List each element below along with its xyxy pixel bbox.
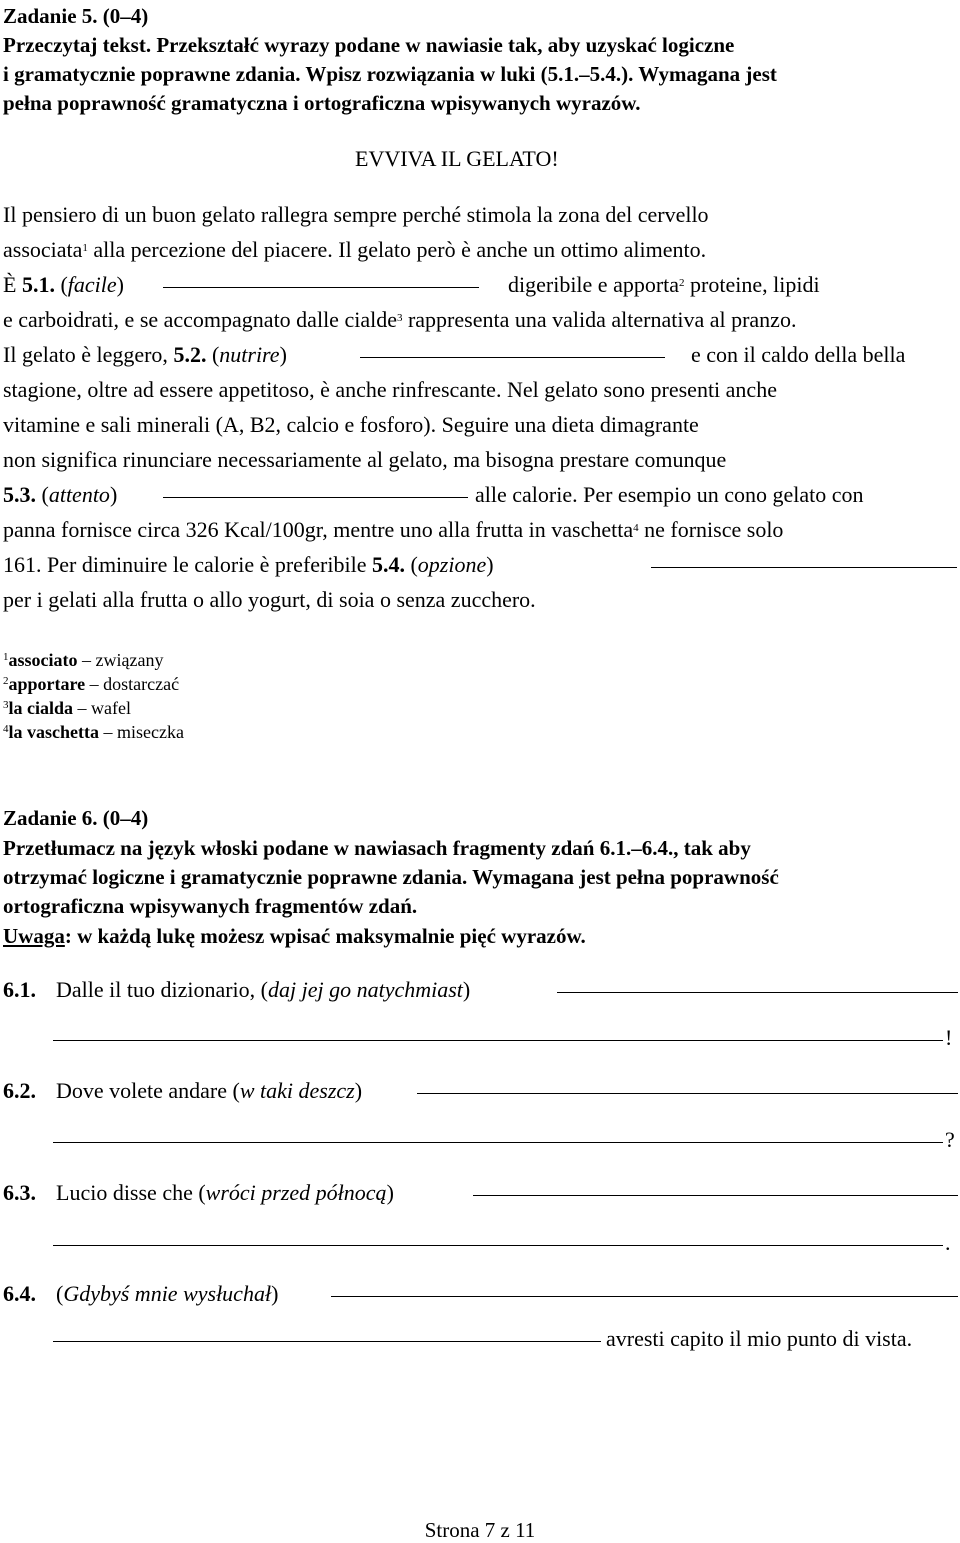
task6-instruction-line2: otrzymać logiczne i gramatycznie poprawne zdania. Wymagana jest pełna poprawność [3,865,779,889]
gap-5-2-blank[interactable] [360,339,665,358]
task6-heading: Zadanie 6. (0–4) [3,806,149,830]
task6-instruction-line3: ortograficzna wpisywanych fragmentów zdań. [3,894,418,918]
gap-5-1-blank[interactable] [163,269,479,288]
gap-hint-5-4: opzione [417,552,487,577]
item-6-3: 6.3. Lucio disse che (wróci przed północą) [3,1175,958,1210]
task5-heading: Zadanie 5. (0–4) [3,4,149,28]
footnote-mark-4: 4 [633,522,639,534]
item-6-2: 6.2. Dove volete andare (w taki deszcz) [3,1073,958,1108]
passage-line-11: 161. Per diminuire le calorie è preferibile 5.4. (opzione) [3,547,958,582]
gap-6-4-blank-a[interactable] [331,1278,958,1297]
gap-number-5-2: 5.2. [173,342,207,367]
gap-6-1-blank-b[interactable] [53,1022,943,1041]
passage-line-5: Il gelato è leggero, 5.2. (nutrire) e con il caldo della bella [3,337,958,372]
passage-line-8: non significa rinunciare necessariamente al gelato, ma bisogna prestare comunque [3,447,727,472]
text-title: EVVIVA IL GELATO! [355,146,559,171]
passage-line-7: vitamine e sali minerali (A, B2, calcio e fosforo). Seguire una dieta dimagrante [3,412,699,437]
gap-hint-5-3: attento [48,482,110,507]
passage-line-10: panna fornisce circa 326 Kcal/100gr, mentre uno alla frutta in vaschetta$^4$ ne fornisce solo [3,517,784,542]
task5-instruction-line3: pełna poprawność gramatyczna i ortograficzna wpisywanych wyrazów. [3,91,641,115]
passage-line-2: associata$^1$ alla percezione del piacere. Il gelato però è anche un ottimo alimento. [3,237,707,262]
gap-6-2-blank-a[interactable] [417,1075,958,1094]
footnote-4: $^4$la vaschetta – miseczka [3,722,184,742]
gap-5-4-blank[interactable] [651,549,957,568]
gap-6-3-blank-a[interactable] [473,1177,958,1196]
passage-line-3: È 5.1. (facile) digeribile e apporta$^2$ proteine, lipidi [3,267,958,302]
item-6-1: 6.1. Dalle il tuo dizionario, (daj jej go natychmiast) [3,972,958,1007]
footnote-1: $^1$associato – związany [3,650,164,670]
footnote-mark-2: 2 [679,277,685,289]
passage-line-4: e carboidrati, e se accompagnato dalle cialde$^3$ rappresenta una valida alternativa al pranzo. [3,307,797,332]
task6-note: Uwaga: w każdą lukę możesz wpisać maksymalnie pięć wyrazów. [3,924,586,948]
exam-page: Zadanie 5. (0–4) Przeczytaj tekst. Przekształć wyrazy podane w nawiasie tak, aby uzyskać logiczne i gramatycznie poprawne zdania. Wpisz rozwiązania w luki (5.1.–5.4.). Wymagana jest pełna poprawność gramatyczna i ortograficzna wpisywanych wyrazów. EVVIVA IL GELATO! Il pensiero di un buon gelato rallegra sempre perché stimola la zona del cervello associata$^1$ alla percezione del piacere. Il gelato però è anche un ottimo alimento. È 5.1. (facile) digeribile e apporta$^2$ proteine, lipidi e carboidrati, e se accompagnato dalle cialde$^3$ rappresenta una valida alternativa al pranzo. Il gelato è leggero, 5.2. (nutrire) e con il caldo della bella stagione, oltre ad essere appetitoso, è anche rinfrescante. Nel gelato sono presenti anche vitamine e sali minerali (A, B2, calcio e fosforo). Seguire una dieta dimagrante non significa rinunciare necessariamente al gelato, ma bisogna prestare comunque 5.3. (attento) alle calorie. Per esempio un cono gelato con panna fornisce circa 326 Kcal/100gr, mentre uno alla frutta in vaschetta$^4$ ne fornisce solo 161. Per diminuire le calorie è preferibile 5.4. (opzione) per i gelati alla frutta o allo yogurt, di soia o senza zucchero. $^1$associato – związany $^2$apportare – dostarczać $^3$la cialda – wafel $^4$la vaschetta – miseczka Zadanie 6. (0–4) Przetłumacz na język włoski podane w nawiasach fragmenty zdań 6.1.–6.4., tak aby otrzymać logiczne i gramatycznie poprawne zdania. Wymagana jest pełna poprawność ortograficzna wpisywanych fragmentów zdań. Uwaga: w każdą lukę możesz wpisać maksymalnie pięć wyrazów. 6.1. Dalle il tuo dizionario, (daj jej go natychmiast) ! 6.2. Dove volete andare (w taki deszcz) ? 6.3. Lucio disse che (wróci przed północą) . 6.4. (Gdybyś mnie wysłuchał) avresti capito il mio punto di vista. Strona 7 z 11 [0,0,960,1543]
item-6-4: 6.4. (Gdybyś mnie wysłuchał) [3,1276,958,1311]
passage-line-12: per i gelati alla frutta o allo yogurt, di soia o senza zucchero. [3,587,536,612]
gap-number-5-4: 5.4. [371,552,405,577]
gap-6-4-blank-b[interactable] [53,1323,601,1342]
task5-instruction-line2: i gramatycznie poprawne zdania. Wpisz rozwiązania w luki (5.1.–5.4.). Wymagana jest [3,62,777,86]
footnote-2: $^2$apportare – dostarczać [3,674,180,694]
gap-6-2-blank-b[interactable] [53,1124,943,1143]
gap-hint-5-1: facile [67,272,117,297]
passage-line-1: Il pensiero di un buon gelato rallegra sempre perché stimola la zona del cervello [3,202,709,227]
gap-hint-5-2: nutrire [219,342,280,367]
page-number: Strona 7 z 11 [424,1518,536,1542]
gap-number-5-3: 5.3. [3,482,36,507]
passage-line-9: 5.3. (attento) alle calorie. Per esempio un cono gelato con [3,477,958,512]
gap-number-5-1: 5.1. [21,272,55,297]
task6-instruction-line1: Przetłumacz na język włoski podane w nawiasach fragmenty zdań 6.1.–6.4., tak aby [3,836,751,860]
footnote-mark-1: 1 [82,242,88,254]
gap-6-1-blank-a[interactable] [557,974,958,993]
footnote-mark-3: 3 [396,312,403,324]
task5-instruction-line1: Przeczytaj tekst. Przekształć wyrazy podane w nawiasie tak, aby uzyskać logiczne [3,33,735,57]
gap-6-3-blank-b[interactable] [53,1227,943,1246]
gap-5-3-blank[interactable] [163,479,468,498]
passage-line-6: stagione, oltre ad essere appetitoso, è anche rinfrescante. Nel gelato sono presenti anche [3,377,777,402]
footnote-3: $^3$la cialda – wafel [3,698,131,718]
